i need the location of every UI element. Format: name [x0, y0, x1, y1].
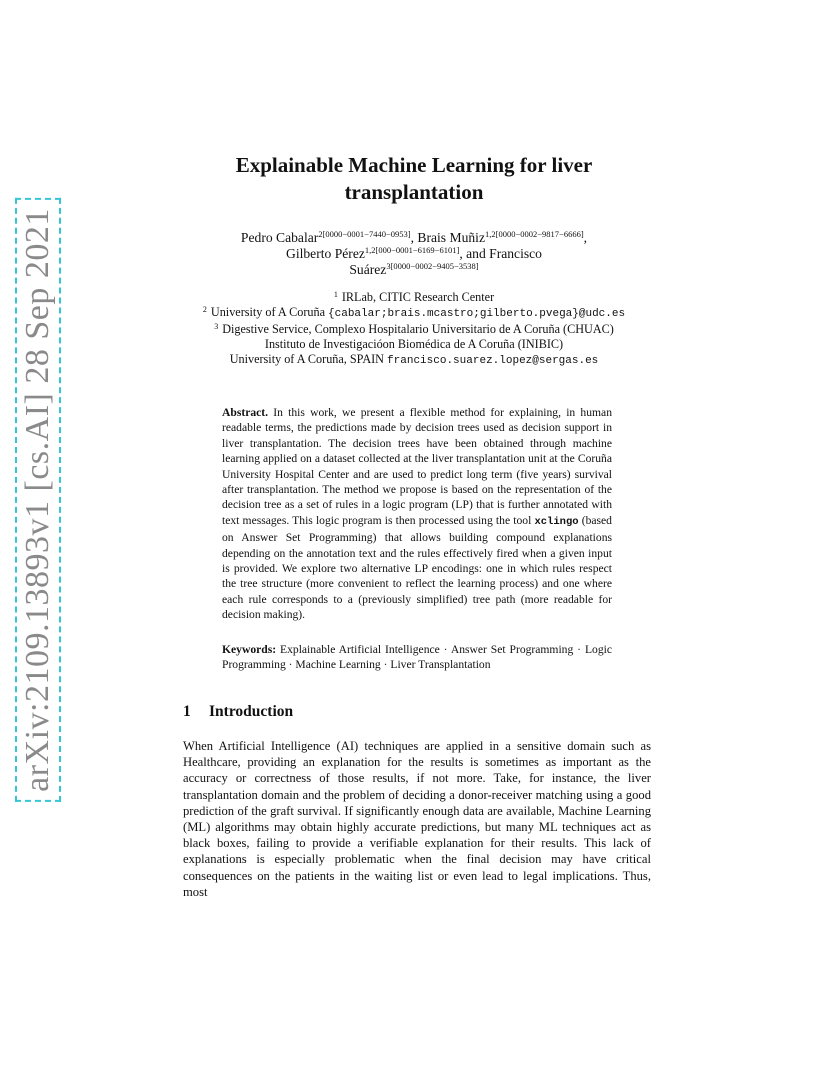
author-name: Gilberto Pérez	[286, 246, 365, 261]
keywords-text: Explainable Artificial Intelligence · Answer Set Programming · Logic Programming · Machine Learning · Liver Transplantation	[222, 643, 612, 672]
section-title: Introduction	[209, 703, 294, 720]
paper-title	[0, 152, 828, 206]
keywords	[222, 642, 612, 673]
author-orcid: 2[0000−0001−7440−0953]	[318, 229, 411, 239]
arxiv-identifier[interactable]: arXiv:2109.13893v1 [cs.AI] 28 Sep 2021	[17, 200, 59, 800]
keywords-label: Keywords:	[222, 643, 277, 656]
abstract-text-continued: (based on Answer Set Programming) that allows building compound explanations depending on the annotation text and the rules effectively fired when a given input is provided. We explore two alternative LP encodings: one in which rules respect the tree structure (more convenient to reflect the learning process) and one where each rule corresponds to a (previously simplified) tree path (more readable for decision making).	[222, 513, 612, 622]
affiliation-list	[0, 290, 828, 369]
affiliation-3-line-2: Instituto de Investigacióon Biomédica de A Coruña (INIBIC)	[264, 337, 564, 351]
introduction-paragraph: When Artificial Intelligence (AI) techniques are applied in a sensitive domain such as Healthcare, providing an explanation for the results is sometimes as important as the accuracy or correctness of those results, if not more. Take, for instance, the liver transplantation domain and the problem of deciding a donor-receiver matching using a good prediction of the graft survival. If significantly enough data are available, Machine Learning (ML) algorithms may obtain highly accurate predictions, but many ML techniques act as black boxes, failing to provide a verifiable explanation for their results. This lack of explanations is especially problematic when the final decision may have critical consequences on the patients in the waiting list or even lead to legal implications. Thus, most	[183, 739, 651, 899]
abstract-text: In this work, we present a flexible method for explaining, in human readable terms, the predictions made by decision trees used as decision support in liver transplantation. The decision trees have been obtained through machine learning applied on a dataset collected at the liver transplantation unit at the Coruña University Hospital Center and are used to predict long term (five years) survival after transplantation. The method we propose is based on the representation of the decision tree as a set of rules in a logic program (LP) that is further annotated with text messages. This logic program is then processed using the tool	[222, 406, 612, 527]
author-line-1: Pedro Cabalar$^{2[0000-0001-7440-0953]}$, Brais Muñiz$^{1,2[0000-0002-9817-6666]}$,	[240, 229, 588, 245]
author-orcid: 1,2[0000−0002−9817−6666]	[485, 229, 584, 239]
author-line-3	[0, 262, 828, 278]
title-line-2: transplantation	[344, 180, 484, 204]
affiliation-1: $^1$ IRLab, CITIC Research Center	[333, 290, 495, 304]
author-connector: , and Francisco	[459, 246, 542, 261]
affiliation-3: $^3$ Digestive Service, Complexo Hospitalario Universitario de A Coruña (CHUAC)	[214, 322, 614, 336]
author-orcid: 3[0000−0002−9405−3538]	[386, 261, 479, 271]
affiliation-2: $^2$ University of A Coruña {cabalar;brais.mcastro;gilberto.pvega}@udc.es	[202, 305, 626, 320]
tool-name: xclingo	[534, 515, 579, 528]
author-name: , Brais Muñiz	[410, 230, 485, 245]
author-name: Suárez	[349, 262, 387, 277]
author-name: Pedro Cabalar	[240, 230, 319, 245]
section-number: 1	[183, 703, 191, 720]
abstract-label: Abstract.	[222, 406, 269, 419]
title-line-1: Explainable Machine Learning for liver	[235, 153, 593, 177]
email-address[interactable]: francisco.suarez.lopez@sergas.es	[387, 355, 599, 367]
author-line-2	[0, 246, 828, 262]
affiliation-3-line-3: University of A Coruña, SPAIN francisco.suarez.lopez@sergas.es	[229, 352, 599, 367]
author-list	[0, 230, 828, 278]
email-address[interactable]: {cabalar;brais.mcastro;gilberto.pvega}@udc.es	[328, 308, 626, 320]
author-orcid: 1,2[000−0001−6169−6101]	[364, 245, 460, 255]
section-heading	[183, 702, 293, 722]
abstract	[222, 405, 612, 623]
